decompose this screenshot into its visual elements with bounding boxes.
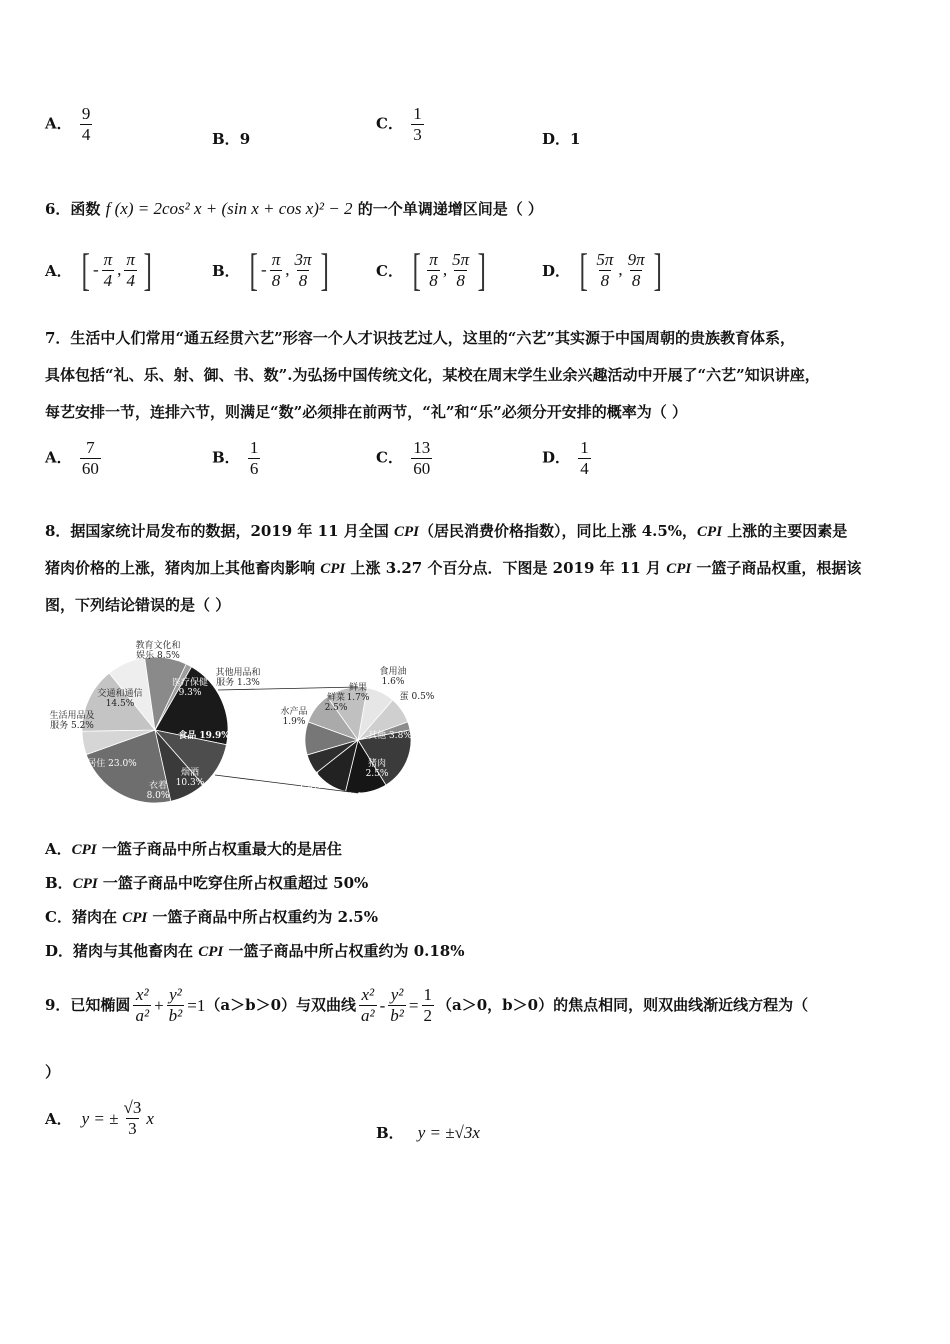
fraction: $\frac{13}{60}$ xyxy=(413,438,431,478)
q6-option-d[interactable]: D． [ $\frac{5\pi}{8}$ , $\frac{9\pi}{8}$ ] xyxy=(542,246,665,294)
fraction: $\frac{1}{6}$ xyxy=(249,438,259,478)
q6-option-c[interactable]: C． [ $\frac{\pi}{8}$ , $\frac{5\pi}{8}$ ] xyxy=(376,246,489,294)
pie-label: 食品 19.9% xyxy=(178,731,230,741)
pie-label: 8.0% xyxy=(146,791,170,801)
pie-label: 2.0% xyxy=(282,755,306,765)
q6-option-b[interactable]: B． [ - $\frac{\pi}{8}$ , $\frac{3\pi}{8}$ ] xyxy=(212,246,332,294)
pie-label: 1.6% xyxy=(381,677,405,687)
pie-label: 居住 23.0% xyxy=(87,759,137,769)
q5-option-a[interactable] xyxy=(45,104,95,145)
pie-label: 1.2% xyxy=(298,781,322,791)
q5-option-c[interactable] xyxy=(376,104,427,145)
option-letter: B． xyxy=(212,130,240,148)
pie-label: 水产品 xyxy=(280,707,308,717)
pie-label: 1.7% xyxy=(346,693,370,703)
pie-label: 医疗保健 xyxy=(171,678,209,688)
q6-stem: 6．函数 f (x) = 2cos² x + (sin x + cos x)² − 2 的一个单调递增区间是（ ） xyxy=(45,199,543,218)
interval: [ $\frac{5\pi}{8}$ , $\frac{9\pi}{8}$ ] xyxy=(579,244,662,295)
pie-label: 粮食 xyxy=(284,745,304,755)
q5-option-b[interactable] xyxy=(212,128,250,149)
pie-label: 禽肉 xyxy=(300,771,320,781)
pie-label: 10.3% xyxy=(175,778,205,788)
q8-option-d[interactable]: D．猪肉与其他畜肉在 CPI 一篮子商品中所占权重约为 0.18% xyxy=(45,942,465,960)
frac-x2-a2-hyp: $\frac{\text{x²}}{\text{a²}}$ xyxy=(361,984,375,1025)
q9-option-a[interactable]: A． y = ± $\frac{√3}{3}$ x xyxy=(45,1098,154,1138)
option-letter: D． xyxy=(542,130,571,148)
option-letter: C． xyxy=(376,114,403,133)
pie-label: 生活用品及 xyxy=(49,711,95,721)
interval: [ - $\frac{\pi}{8}$ , $\frac{3\pi}{8}$ ] xyxy=(249,244,329,295)
q8-line3: 图，下列结论错误的是（ ） xyxy=(45,596,231,614)
q7-line3: 每艺安排一节，连排六节，则满足“数”必须排在前两节，“礼”和“乐”必须分开安排的概率为（ ） xyxy=(45,403,687,421)
q8-line2: 猪肉价格的上涨，猪肉加上其他畜肉影响 CPI 上涨 3.27 个百分点．下图是 2019 年 11 月 CPI 一篮子商品权重，根据该 xyxy=(45,559,862,577)
pie-label: 2.5% xyxy=(365,769,389,779)
q8-option-b[interactable]: B．CPI 一篮子商品中吃穿住所占权重超过 50% xyxy=(45,874,369,892)
pie-label: 14.5% xyxy=(105,699,135,709)
q7-option-a[interactable]: A． $\frac{7}{60}$ xyxy=(45,438,99,478)
fraction: $\frac{1}{3}$ xyxy=(413,104,422,144)
pie-label: 鲜果 xyxy=(348,683,368,693)
fraction: $\frac{7}{60}$ xyxy=(81,438,99,478)
q5-option-d[interactable] xyxy=(542,128,580,149)
pie-label: 教育文化和 xyxy=(135,641,181,651)
q9-stem: 9．已知椭圆 $\frac{\text{x²}}{\text{a²}}$ + $\frac{\text{y²}}{\text{b²}}$ = 1 （a＞b＞0）与双曲线 $\frac{\text{x²}}{\text{a²}}$ - $\frac{\text{y²}}{\text{b²}}$ = $\frac{1}{2}$ （a＞0，b＞0）的焦点相同，则双曲线渐近线方程为（ xyxy=(45,984,809,1025)
pie-label: 食用油 xyxy=(379,667,407,677)
pie-label: 鲜菜 xyxy=(326,693,346,703)
frac-y2-b2-hyp: $\frac{\text{y²}}{\text{b²}}$ xyxy=(390,984,404,1025)
pie-label: 1.9% xyxy=(282,717,306,727)
pie-label: 交通和通信 xyxy=(97,689,143,699)
q8-line1: 8．据国家统计局发布的数据，2019 年 11 月全国 CPI（居民消费价格指数），同比上涨 4.5%，CPI 上涨的主要因素是 xyxy=(45,522,848,540)
q7-option-b[interactable]: B． $\frac{1}{6}$ xyxy=(212,438,259,478)
q7-line1: 7．生活中人们常用“通五经贯六艺”形容一个人才识技艺过人，这里的“六艺”其实源于中国周朝的贵族教育体系， xyxy=(45,329,795,347)
pie-label: 9.3% xyxy=(178,688,202,698)
option-value: 9 xyxy=(239,130,251,148)
pie-label: 服务 1.3% xyxy=(216,678,260,688)
pie-label: 烟酒 xyxy=(180,768,200,778)
frac-x2-a2: $\frac{\text{x²}}{\text{a²}}$ xyxy=(135,984,150,1025)
q6-option-a[interactable]: A． [ - $\frac{\pi}{4}$ , $\frac{\pi}{4}$ ] xyxy=(45,246,155,294)
fraction: $\frac{9}{4}$ xyxy=(81,104,91,144)
pie-label: 蛋 0.5% xyxy=(399,692,435,702)
q7-line2: 具体包括“礼、乐、射、御、书、数”.为弘扬中国传统文化，某校在周末学生业余兴趣活动中开展了“六艺”知识讲座， xyxy=(45,366,820,384)
cpi-weight-pie-charts xyxy=(40,630,460,820)
frac-half: $\frac{1}{2}$ xyxy=(423,984,432,1025)
frac-y2-b2: $\frac{\text{y²}}{\text{b²}}$ xyxy=(168,984,183,1025)
q8-option-c[interactable]: C．猪肉在 CPI 一篮子商品中所占权重约为 2.5% xyxy=(45,908,378,926)
pie-label: 2.5% xyxy=(324,703,348,713)
pie-label: 其他 3.8% xyxy=(368,731,412,741)
pie-label: 猪肉 xyxy=(367,759,387,769)
q9-close-paren: ） xyxy=(45,1063,61,1081)
fraction: $\frac{√3}{3}$ xyxy=(123,1098,142,1138)
q8-option-a[interactable]: A．CPI 一篮子商品中所占权重最大的是居住 xyxy=(45,840,342,858)
pie-label: 服务 5.2% xyxy=(50,721,94,731)
q7-option-c[interactable]: C． $\frac{13}{60}$ xyxy=(376,438,431,478)
q7-option-d[interactable]: D． $\frac{1}{4}$ xyxy=(542,438,589,478)
pie-label: 娱乐 8.5% xyxy=(136,651,180,661)
fraction: $\frac{1}{4}$ xyxy=(580,438,589,478)
option-value: 1 xyxy=(570,130,581,148)
q6-formula: f (x) = 2cos² x + (sin x + cos x)² − 2 xyxy=(105,199,353,218)
pie-label: 其他畜肉 xyxy=(327,793,365,803)
option-letter: A． xyxy=(45,114,72,133)
q9-option-b[interactable]: B． y = ±√3x xyxy=(376,1122,480,1142)
interval: [ $\frac{\pi}{8}$ , $\frac{5\pi}{8}$ ] xyxy=(412,244,486,295)
pie-label: 其他用品和 xyxy=(215,668,261,678)
pie-label: 衣着 xyxy=(148,781,168,791)
interval: [ - $\frac{\pi}{4}$ , $\frac{\pi}{4}$ ] xyxy=(81,244,152,295)
pie-label: 2.1% xyxy=(334,803,358,813)
